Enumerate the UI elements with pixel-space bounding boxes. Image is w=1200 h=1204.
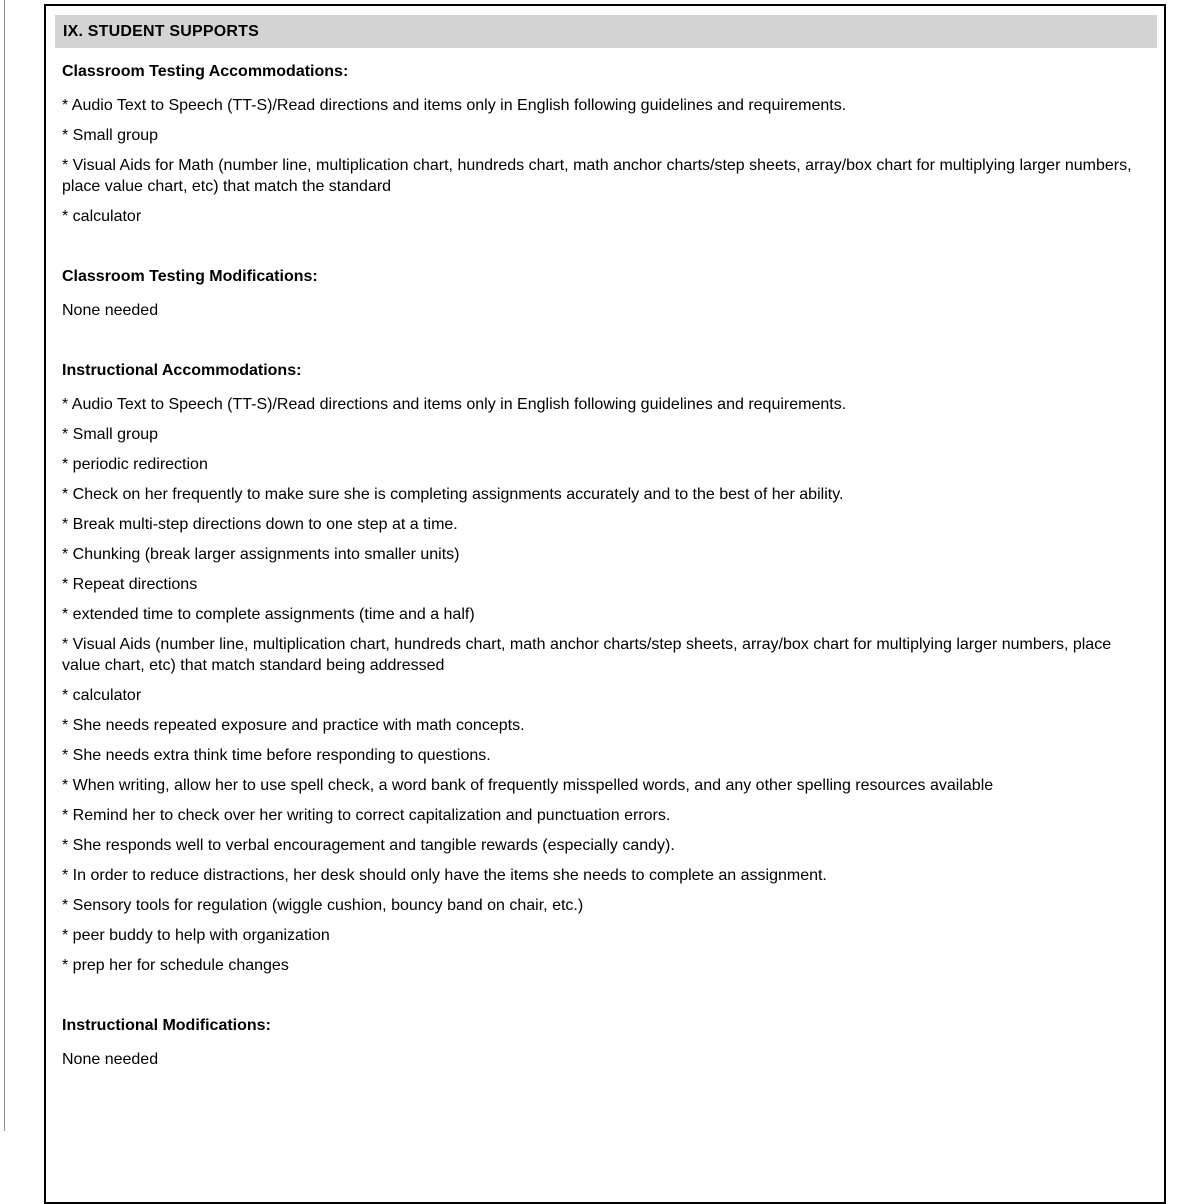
list-item: * Remind her to check over her writing to correct capitalization and punctuation errors. <box>62 807 671 824</box>
list-item: * She needs extra think time before responding to questions. <box>62 747 491 764</box>
list-item: * Break multi-step directions down to one step at a time. <box>62 516 458 533</box>
list-item: * Chunking (break larger assignments into smaller units) <box>62 546 460 563</box>
supports-content <box>55 62 1157 1070</box>
section-items <box>62 1049 1142 1070</box>
list-item: None needed <box>62 1051 159 1068</box>
list-item: * She responds well to verbal encouragement and tangible rewards (especially candy). <box>62 837 675 854</box>
section-instructional-modifications <box>62 1016 1142 1070</box>
list-item: * prep her for schedule changes <box>62 957 289 974</box>
list-item: * calculator <box>62 208 142 225</box>
list-item: * extended time to complete assignments (time and a half) <box>62 606 475 623</box>
list-item: * peer buddy to help with organization <box>62 927 330 944</box>
student-supports-box <box>44 4 1166 1204</box>
section-heading: Classroom Testing Modifications: <box>62 268 318 285</box>
list-item: * Visual Aids (number line, multiplication chart, hundreds chart, math anchor charts/step sheets, array/box chart for multiplying larger numbers, place value chart, etc) that match standard being addressed <box>62 636 1112 674</box>
list-item: None needed <box>62 302 159 319</box>
section-items <box>62 300 1142 321</box>
section-classroom-testing-modifications <box>62 267 1142 321</box>
section-classroom-testing-accommodations <box>62 62 1142 227</box>
list-item: * Audio Text to Speech (TT-S)/Read directions and items only in English following guidelines and requirements. <box>62 396 847 413</box>
list-item: * Audio Text to Speech (TT-S)/Read directions and items only in English following guidelines and requirements. <box>62 97 847 114</box>
list-item: * calculator <box>62 687 142 704</box>
page-edge-line <box>4 0 5 1131</box>
section-items <box>62 95 1142 227</box>
list-item: * When writing, allow her to use spell check, a word bank of frequently misspelled words, and any other spelling resources available <box>62 777 994 794</box>
list-item: * Sensory tools for regulation (wiggle cushion, bouncy band on chair, etc.) <box>62 897 584 914</box>
list-item: * Small group <box>62 426 159 443</box>
list-item: * periodic redirection <box>62 456 208 473</box>
list-item: * She needs repeated exposure and practice with math concepts. <box>62 717 525 734</box>
list-item: * Small group <box>62 127 159 144</box>
section-header-bar: IX. STUDENT SUPPORTS <box>55 15 1157 48</box>
section-heading: Classroom Testing Accommodations: <box>62 63 349 80</box>
section-items <box>62 394 1142 976</box>
list-item: * In order to reduce distractions, her desk should only have the items she needs to complete an assignment. <box>62 867 827 884</box>
list-item: * Check on her frequently to make sure she is completing assignments accurately and to the best of her ability. <box>62 486 844 503</box>
section-heading: Instructional Accommodations: <box>62 362 302 379</box>
list-item: * Visual Aids for Math (number line, multiplication chart, hundreds chart, math anchor charts/step sheets, array/box chart for multiplying larger numbers, place value chart, etc) that match the standard <box>62 157 1132 195</box>
section-instructional-accommodations <box>62 361 1142 976</box>
section-heading: Instructional Modifications: <box>62 1017 271 1034</box>
list-item: * Repeat directions <box>62 576 198 593</box>
